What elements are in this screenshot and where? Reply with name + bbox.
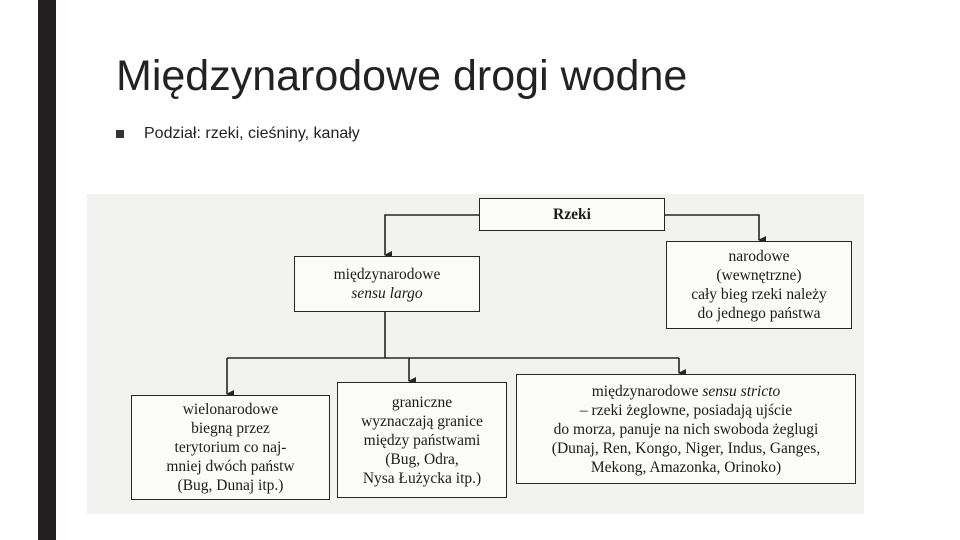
node-border	[337, 382, 507, 498]
node-border-line: Nysa Łużycka itp.)	[362, 469, 482, 487]
square-bullet-icon	[116, 130, 124, 138]
node-international-sensu-largo: sensu largo	[351, 285, 423, 302]
node-border-line: (Bug, Odra,	[385, 450, 459, 468]
node-national-line: do jednego państwa	[697, 305, 821, 322]
node-multinational-line: (Bug, Dunaj itp.)	[177, 477, 284, 494]
node-stricto-line: do morza, panuje na nich swoboda żeglugi	[553, 420, 819, 438]
node-stricto-sensu-stricto: sensu stricto	[702, 382, 781, 400]
connector-root-left	[385, 215, 479, 255]
node-national	[666, 241, 852, 329]
sidebar-accent-bar	[38, 0, 56, 540]
node-rivers-label: Rzeki	[553, 206, 591, 223]
node-stricto-line: – rzeki żeglowne, posiadają ujście	[579, 401, 793, 419]
node-stricto-line: Mekong, Amazonka, Orinoko)	[590, 458, 782, 476]
node-national-line: cały bieg rzeki należy	[691, 286, 827, 303]
bullet-item	[116, 125, 360, 143]
node-multinational-line: terytorium co naj-	[174, 439, 287, 456]
node-border-line: graniczne	[391, 393, 453, 411]
node-multinational-line: biegną przez	[191, 420, 270, 437]
bullet-text: Podział: rzeki, cieśniny, kanały	[144, 125, 360, 142]
node-international-stricto	[516, 374, 856, 484]
node-stricto-line: (Dunaj, Ren, Kongo, Niger, Indus, Ganges,	[551, 439, 821, 457]
node-multinational-line: mniej dwóch państw	[166, 458, 295, 475]
node-multinational	[131, 395, 330, 500]
node-border-line: wyznaczają granice	[361, 412, 483, 430]
river-classification-diagram	[87, 194, 864, 514]
node-rivers	[479, 198, 665, 231]
node-international-largo	[294, 256, 480, 312]
node-multinational-line: wielonarodowe	[182, 401, 279, 418]
node-international-label: międzynarodowe	[333, 266, 441, 283]
node-stricto-heading	[592, 382, 781, 401]
node-national-line: narodowe	[728, 248, 790, 265]
connector-root-right	[665, 215, 759, 240]
node-national-line: (wewnętrzne)	[716, 267, 802, 284]
node-border-line: między państwami	[363, 431, 481, 449]
node-stricto-prefix: międzynarodowe	[591, 382, 703, 400]
slide-title: Międzynarodowe drogi wodne	[116, 52, 688, 100]
